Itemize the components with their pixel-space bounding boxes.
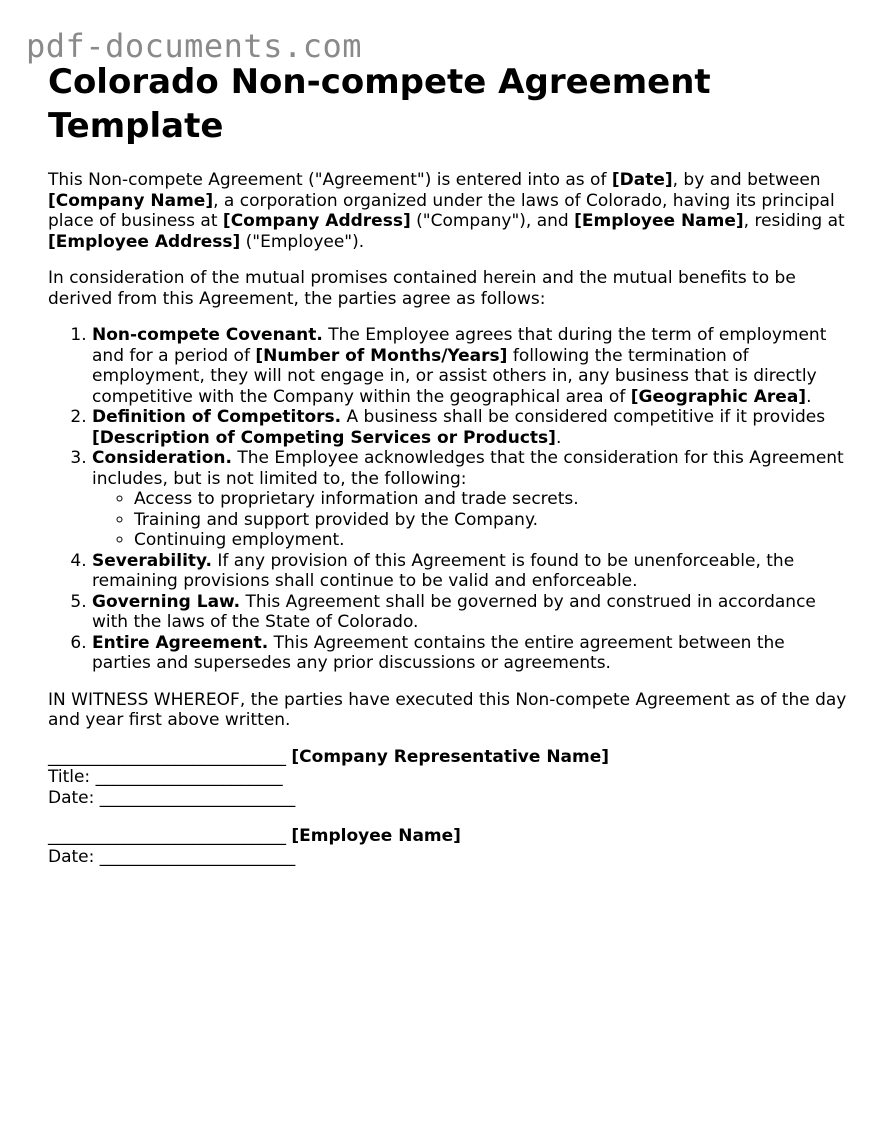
clause-heading: Consideration. (92, 448, 232, 468)
employee-signature-block (48, 826, 848, 867)
employee-signature-line (48, 826, 848, 847)
company-signature-line (48, 747, 848, 768)
watermark-text: pdf-documents.com (26, 27, 363, 65)
clause-consideration (92, 448, 848, 551)
intro-text-3: , a corporation organized under the laws of Colorado, having its principal place of business at (48, 190, 835, 231)
clause-governing-law (92, 592, 848, 633)
list-item: ◦ Continuing employment. (134, 530, 848, 551)
clause-heading: Non-compete Covenant. (92, 325, 323, 345)
clause-severability (92, 551, 848, 592)
list-item: ◦ Access to proprietary information and trade secrets. (134, 489, 848, 510)
signature-underline: ____________________________ (48, 826, 286, 846)
clause-heading: Governing Law. (92, 591, 241, 612)
clause-heading: Severability. (92, 550, 212, 571)
list-item: ◦ Training and support provided by the Company. (134, 510, 848, 531)
intro-text-1: This Non-compete Agreement ("Agreement") is entered into as of (48, 170, 612, 190)
company-representative-placeholder: [Company Representative Name] (291, 746, 610, 767)
intro-paragraph (48, 170, 848, 252)
months-placeholder: [Number of Months/Years] (255, 345, 508, 366)
clause-text: The Employee acknowledges that the consideration for this Agreement includes, but is not limited to, the following: (92, 448, 844, 489)
clause-list (48, 325, 848, 674)
employee-name-placeholder: [Employee Name] (574, 211, 744, 231)
clause-text: The Employee agrees that during the term of employment and for a period of (92, 325, 827, 366)
clause-text: . (555, 427, 562, 448)
area-placeholder: [Geographic Area] (630, 386, 807, 407)
company-name-placeholder: [Company Name] (48, 190, 214, 211)
clause-text: This Agreement contains the entire agreement between the parties and supersedes any prior discussions or agreements. (92, 632, 785, 673)
clause-text: . (806, 386, 812, 407)
clause-text: If any provision of this Agreement is found to be unenforceable, the remaining provisions shall continue to be valid and enforceable. (92, 550, 795, 591)
document-body (48, 60, 848, 867)
clause-text: following the termination of employment, they will not engage in, or assist others in, any business that is directly competitive with the Company within the geographical area of (92, 345, 817, 407)
intro-text-2: , by and between (672, 170, 821, 190)
employee-name-signature-placeholder: [Employee Name] (291, 826, 461, 846)
clause-heading: Definition of Competitors. (92, 407, 342, 427)
document-title: Colorado Non-compete Agreement Template (48, 62, 711, 146)
services-placeholder: [Description of Competing Services or Products] (92, 427, 556, 448)
date-placeholder: [Date] (611, 170, 673, 190)
company-title-line: Title: ______________________ (48, 767, 283, 787)
employee-date-line: Date: _______________________ (48, 846, 296, 867)
consideration-sublist (92, 489, 848, 551)
clause-competitors (92, 407, 848, 448)
company-signature-block (48, 747, 848, 809)
company-address-placeholder: [Company Address] (222, 211, 411, 231)
clause-text: This Agreement shall be governed by and construed in accordance with the laws of the State of Colorado. (92, 591, 816, 632)
clause-text: A business shall be considered competitive if it provides (341, 407, 826, 427)
witness-paragraph: IN WITNESS WHEREOF, the parties have executed this Non-compete Agreement as of the day and year first above written. (48, 689, 847, 730)
employee-address-placeholder: [Employee Address] (48, 231, 241, 252)
clause-heading: Entire Agreement. (92, 632, 269, 653)
clause-non-compete (92, 325, 848, 407)
signature-underline: ____________________________ (48, 746, 286, 767)
intro-text-5: , residing at (743, 211, 845, 231)
consideration-paragraph: In consideration of the mutual promises contained herein and the mutual benefits to be derived from this Agreement, the parties agree as follows: (48, 268, 796, 309)
intro-text-4: ("Company"), and (410, 211, 575, 231)
company-date-line: Date: _______________________ (48, 787, 296, 808)
intro-text-6: ("Employee"). (240, 231, 365, 252)
clause-entire-agreement (92, 633, 848, 674)
